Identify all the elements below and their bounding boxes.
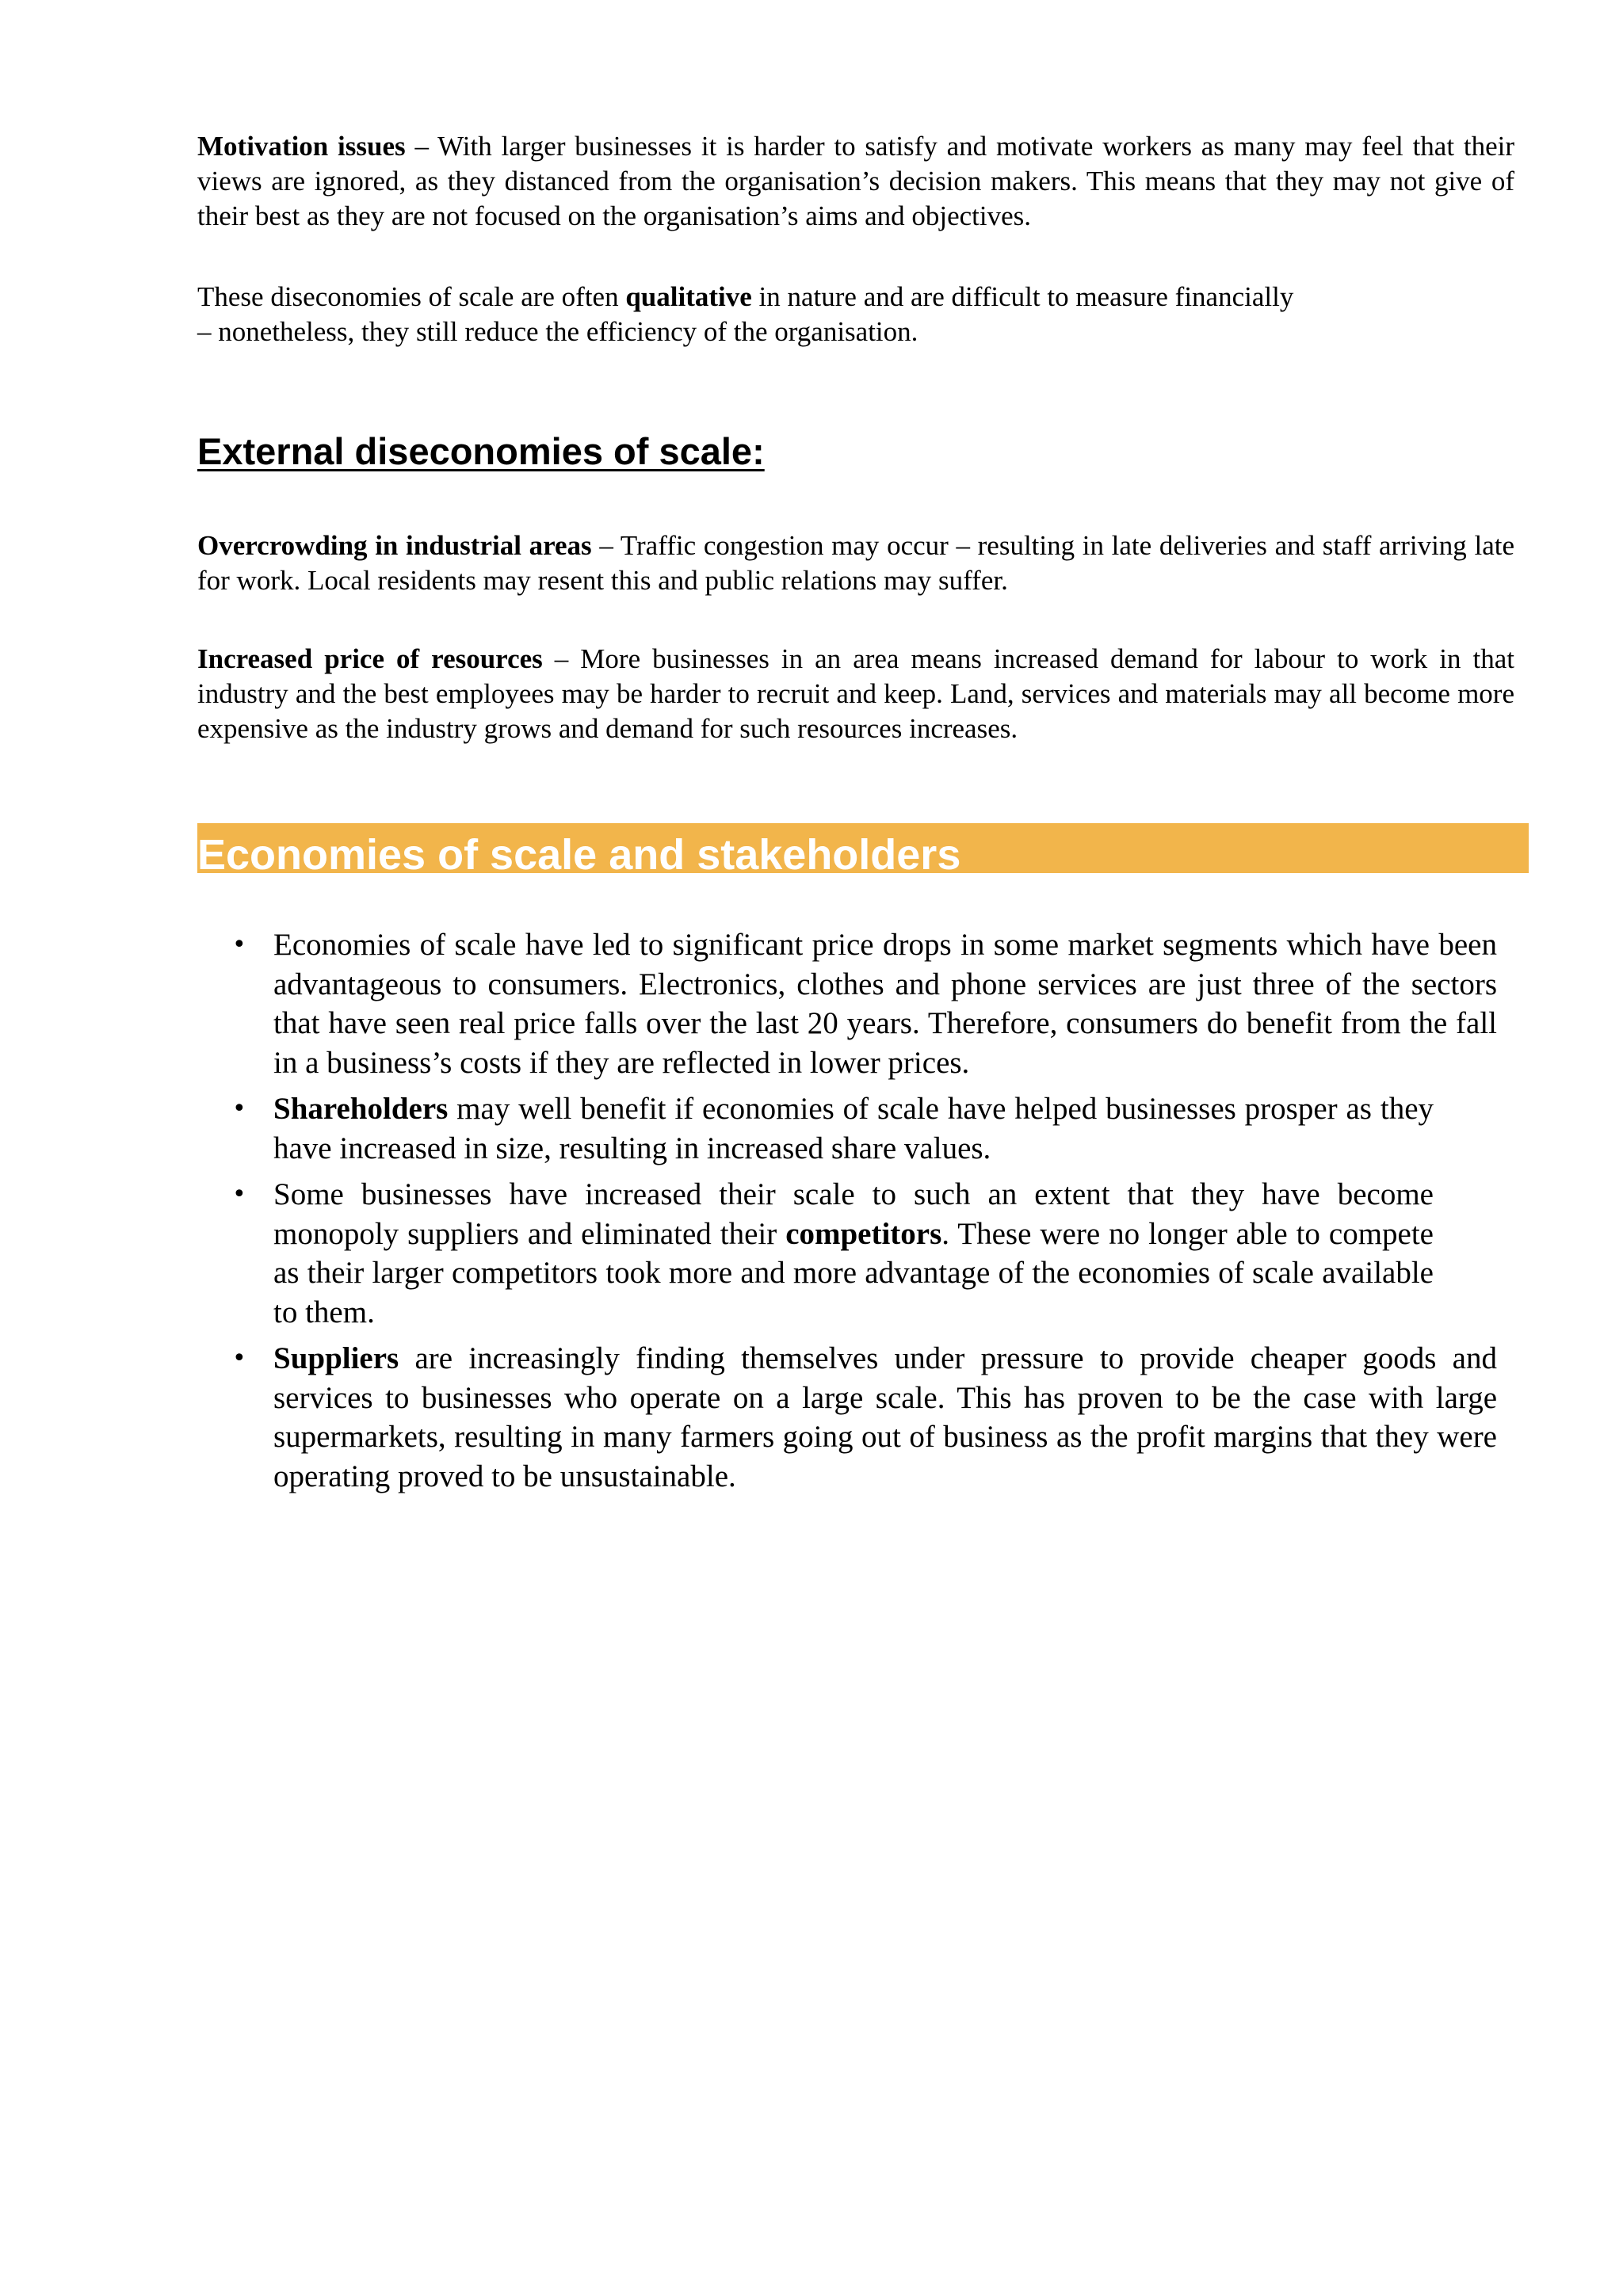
- qualitative-text-line2: – nonetheless, they still reduce the efficiency of the organisation.: [197, 316, 918, 347]
- bullet-suppliers-term: Suppliers: [273, 1341, 399, 1375]
- bullet-point-icon: •: [232, 931, 246, 959]
- bullet-suppliers: [197, 1339, 1497, 1496]
- bullet-point-icon: •: [232, 1180, 246, 1208]
- qualitative-term: qualitative: [625, 281, 752, 312]
- bullet-competitors-term: competitors: [785, 1216, 942, 1251]
- overcrowding-paragraph: [197, 528, 1514, 598]
- resources-term: Increased price of resources: [197, 643, 543, 674]
- motivation-issues-paragraph: [197, 129, 1514, 234]
- bullet-point-icon: •: [232, 1095, 246, 1123]
- bullet-shareholders-text: may well benefit if economies of scale have helped businesses prosper as they have increased in size, resulting in increased share values.: [273, 1092, 1434, 1165]
- external-diseconomies-heading: External diseconomies of scale:: [197, 430, 765, 472]
- bullet-point-icon: •: [232, 1344, 246, 1372]
- resources-text: – More businesses in an area means increased demand for labour to work in that industry and the best employees may be harder to recruit and keep. Land, services and materials may all become more expensive as the industry grows and demand for such resources increases.: [197, 643, 1514, 744]
- stakeholders-bullet-list: [197, 925, 1497, 1503]
- bullet-competitors-text-before: Some businesses have increased their scale to such an extent that they have become monopoly suppliers and eliminated their: [273, 1177, 1434, 1251]
- section-banner: [197, 823, 1529, 879]
- qualitative-text-after: in nature and are difficult to measure financially: [751, 281, 1294, 312]
- bullet-competitors: [197, 1175, 1497, 1332]
- overcrowding-term: Overcrowding in industrial areas: [197, 530, 592, 561]
- bullet-consumers: [197, 925, 1497, 1082]
- bullet-consumers-text: Economies of scale have led to significant price drops in some market segments which have been advantageous to consumers. Electronics, clothes and phone services are just three of the sectors that have seen real price falls over the last 20 years. Therefore, consumers do benefit from the fall in a business’s costs if they are reflected in lower prices.: [273, 928, 1497, 1080]
- bullet-shareholders-term: Shareholders: [273, 1092, 449, 1126]
- qualitative-paragraph: [197, 280, 1514, 349]
- section-title: Economies of scale and stakeholders: [197, 831, 961, 879]
- resources-paragraph: [197, 642, 1514, 746]
- bullet-shareholders: [197, 1089, 1497, 1168]
- overcrowding-text: – Traffic congestion may occur – resulting in late deliveries and staff arriving late for work. Local residents may resent this and public relations may suffer.: [197, 530, 1514, 596]
- motivation-issues-text: – With larger businesses it is harder to satisfy and motivate workers as many may feel that their views are ignored, as they distanced from the organisation’s decision makers. This means that they may not give of their best as they are not focused on the organisation’s aims and objectives.: [197, 131, 1514, 231]
- bullet-suppliers-text: are increasingly finding themselves under pressure to provide cheaper goods and services to businesses who operate on a large scale. This has proven to be the case with large supermarkets, resulting in many farmers going out of business as the profit margins that they were operating proved to be unsustainable.: [273, 1341, 1497, 1493]
- bullet-competitors-text-after: . These were no longer able to compete as their larger competitors took more and more advantage of the economies of scale available to them.: [273, 1216, 1434, 1329]
- motivation-issues-term: Motivation issues: [197, 131, 406, 162]
- qualitative-text-before: These diseconomies of scale are often: [197, 281, 626, 312]
